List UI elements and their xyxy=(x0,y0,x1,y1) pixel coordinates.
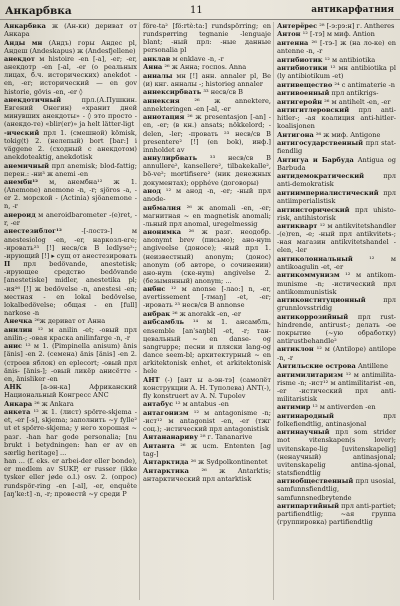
entry-headword: анбмалия xyxy=(143,203,181,212)
column-left xyxy=(4,22,137,602)
dictionary-entry xyxy=(277,139,396,155)
entry-definition: ¹² м antimilita-risme -n; -ист¹² м antimilitarist -en, -er -истический прл anti-militaristisk xyxy=(277,370,396,403)
entry-headword: антиисторический xyxy=(277,205,350,214)
column-divider xyxy=(139,22,140,600)
dictionary-entry xyxy=(143,458,271,466)
entry-headword: антикоммунизм xyxy=(277,271,340,280)
entry-definition: ¹² м antikvitetshandler -(e)ren, -e; -ный прл antikvitets-; -ная магазин antikvitetshandel -elen, -ler xyxy=(277,222,396,255)
dictionary-entry xyxy=(143,376,271,400)
entry-definition: ²⁶ ж annektere, annekteringen -en [-al, -er xyxy=(143,96,271,113)
entry-definition: ¹² м анод -n, -er; -ный прл anode- xyxy=(143,187,271,204)
dictionary-entry xyxy=(277,345,396,361)
entry-headword: анклав xyxy=(143,54,171,63)
dictionary-entry xyxy=(143,285,271,309)
entry-definition: ¹² м antiverden -en xyxy=(312,403,376,412)
entry-definition: прл rust-hindrende, antirust-; делать -ое покрытие (~ую обработку) antirustbehandle² xyxy=(277,312,396,345)
dictionary-entry xyxy=(277,106,396,130)
entry-headword: анкета xyxy=(4,408,31,417)
entry-definition: прл stat-fiendlig xyxy=(277,139,396,156)
entry-definition: ¹² м antagonisme -n; -ист¹² м antagonist -en, -er (тжг соц.); -истический прл antagonistisk xyxy=(143,408,271,433)
dictionary-entry xyxy=(277,412,396,428)
entry-headword: анбрак xyxy=(143,309,171,318)
entry-definition: ²⁶ [-тэ-] ж (на ло-ке) en antenne -n, -r xyxy=(277,38,396,56)
entry-definition: ¹² м antikoagulin -et, -er xyxy=(277,254,396,271)
entry-definition: ²⁶ м antihelt -en, -er xyxy=(324,97,391,106)
dictionary-entry xyxy=(277,362,396,370)
entry-definition: прл som strider mot vitenskapen(s lover); uvitenskape-lig [uvitenskapelig] (ненаучный) antinasjonal; uvitenskapelig antina-sjonal, statsfiendtlig xyxy=(277,428,396,477)
dictionary-entry xyxy=(4,260,137,317)
right-guide-word: антикарфатния xyxy=(311,5,394,15)
dictionary-entry xyxy=(143,63,271,71)
entry-headword: антигеройн xyxy=(277,97,323,106)
entry-definition: ²⁶ ж разг. неодобр. anonymt brev (письмо); ано-нym angiveelse (доносе); -ный прл 1. (неизвестный) anonym; (донос) anonym (об авторе, о сочинении) ано-нym (ске-нym) angivelse 2. (безымянный) anonym; ... xyxy=(143,228,271,285)
dictionary-entry xyxy=(4,383,137,399)
dictionary-entry xyxy=(277,296,396,312)
dictionary-entry xyxy=(4,129,137,161)
entry-headword: анемичный xyxy=(4,161,50,170)
entry-headword: антинаучный xyxy=(277,428,330,437)
entry-headword: антипартийный xyxy=(277,501,339,510)
dictionary-entry xyxy=(4,39,137,55)
dictionary-entry xyxy=(277,172,396,188)
entry-definition: ³³ несв/св B annullere², kansellere², tilbakekalle², bö-ve²; mortifisere² (ник денежных документах); opphéve (договоры) xyxy=(143,154,271,187)
entry-definition: ²⁶ ж Antarktis; антарктический прл antarktisk xyxy=(143,466,271,483)
entry-headword: аннулирбвать xyxy=(143,154,198,163)
dictionary-entry xyxy=(143,113,271,153)
dictionary-entry xyxy=(277,64,396,80)
entry-headword: антиконституционный xyxy=(277,296,366,305)
entry-headword: Антигона xyxy=(277,130,314,139)
entry-headword: антиклон xyxy=(277,345,314,354)
entry-headword: антивещество xyxy=(277,80,333,89)
dictionary-entry xyxy=(277,98,396,106)
dictionary-entry xyxy=(277,131,396,139)
dictionary-entry xyxy=(277,502,396,526)
entry-headword: Антон xyxy=(277,30,301,39)
entry-definition: Antigua og Barbuda xyxy=(277,155,396,172)
entry-definition: ³³ несв/св B xyxy=(203,88,243,97)
dictionary-entry xyxy=(277,22,396,30)
entry-definition: (-) [ант ы а-эн-тэ] (самолёт конструкции А. Н. Туполева) ANT(-), fly konstruert av A. N. Tupolev xyxy=(143,375,271,400)
entry-definition: прл anemisk; blod-fattig; перен.: -ни³ ж anemi -en xyxy=(4,161,137,178)
dictionary-entry xyxy=(277,56,396,64)
entry-headword: анбнс xyxy=(143,285,166,294)
entry-definition: ¹² м antibiotika xyxy=(324,55,376,64)
dictionary-entry xyxy=(4,22,137,38)
entry-definition: ¹² мн antibiotika pl (ly antibiotikum -et) xyxy=(277,64,396,81)
dictionary-entry xyxy=(143,88,271,96)
entry-definition: прл 1. (смешной) kömisk, tokig(t) 2. (нелепый) bort [bar:] i väggene 2. (сходный с анекдотом) anekdoteaktig, anekdotisk xyxy=(4,128,137,162)
entry-headword: анилин xyxy=(4,325,33,334)
dictionary-entry xyxy=(277,428,396,477)
dictionary-entry xyxy=(277,371,396,403)
entry-headword: антивоенный xyxy=(277,89,330,98)
dictionary-entry xyxy=(277,222,396,254)
entry-definition: ¹² м 1. (Pimpinella anisum) änis [änis] -en 2. (семена) änis [änis] -en 2. (строев яблок) en epleсort; -овый прл änis- [änis-]; -овый ликёр анисётте -en, änisliker -en xyxy=(4,342,137,383)
dictionary-entry xyxy=(143,97,271,113)
dictionary-entry xyxy=(143,204,271,228)
dictionary-entry xyxy=(143,228,271,285)
dictionary-entry xyxy=(4,162,137,178)
entry-headword: антикоррозийный xyxy=(277,312,349,321)
entry-definition: ¹² м anonse [-лао:] n, -er, avertissement [-тмаŋ] -et, -er; -ировать ²³ несв/св B annonse xyxy=(143,285,271,310)
entry-headword: -ический xyxy=(4,128,40,137)
entry-definition: прл antiimperialistisk xyxy=(277,188,396,206)
entry-definition: ¹² м antikom-munisme -n; -истический прл antikommunistisk xyxy=(277,271,396,296)
column-right xyxy=(277,22,396,602)
entry-definition: ²⁶ ж миф. Antigone xyxy=(315,130,381,139)
entry-definition: прл anti-hitler-; -ая коалиция anti-hitler-koalisjonen xyxy=(277,106,396,131)
column-divider xyxy=(273,22,274,600)
entry-definition: -[-лостэ-] м anestesiolog -en, -er, наркозл-еге; -ировать²³ [!] несв/св B ledlyse²·; -ирующий [!] ▸ сущ от анестезировать xyxy=(4,227,137,260)
dictionary-entry xyxy=(277,30,396,38)
entry-headword: антабус xyxy=(143,400,174,409)
dictionary-entry xyxy=(277,271,396,295)
entry-definition: прл usosial, samfunnsfiendtlig, samfunnsnedbrytende xyxy=(277,477,396,502)
dictionary-entry xyxy=(4,178,137,210)
dictionary-entry xyxy=(143,400,271,408)
entry-definition: м histoire -en [-a], -er; -er, анекдотр -en [-al, -er (о реальных лицах, б.ч. исторических) anekdot -en, -er; исторический — en gov historie, gövis -en, -er ◊ xyxy=(4,55,137,96)
dictionary-entry xyxy=(277,39,396,55)
entry-headword: Антильские острова xyxy=(277,362,356,371)
dictionary-entry xyxy=(277,156,396,172)
entry-headword: анонимка xyxy=(143,228,181,237)
entry-definition: мн [!] анн. annaler pl, Be (и) кнг. анналы -; historieg annaler xyxy=(143,71,271,88)
entry-headword: аннексия xyxy=(143,96,180,105)
entry-definition: ²⁶ ж anomali -en, -er; магнитная ~ en magnetisk anomali; -льный прл anomal, uregelmessig xyxy=(143,203,271,228)
dictionary-entry xyxy=(277,206,396,222)
dictionary-entry xyxy=(4,55,137,95)
entry-headword: антимир xyxy=(277,403,311,412)
dictionary-entry xyxy=(277,81,396,89)
entry-definition: ¹⁴ м 1. ансамбль, ensemble [anˈsaŋbl] -et, -r; тан-цевальный ~ en danse- og sangruppe; песни и пляски lang-og dance seem-bl; архитектурный ~ en arkitektonisk enhet, et arkitektonisk hele xyxy=(143,318,271,376)
dictionary-entry xyxy=(4,211,137,227)
dictionary-entry xyxy=(143,55,271,63)
entry-headword: АНТ xyxy=(143,375,160,384)
entry-headword: Антананариву xyxy=(143,433,199,442)
entry-headword: антикварт xyxy=(277,222,318,231)
entry-definition: ²⁶ ж Sydpolkontinentet xyxy=(190,458,268,467)
entry-headword: Анкара xyxy=(4,399,33,408)
dictionary-entry xyxy=(4,408,137,457)
entry-headword: АНК xyxy=(4,383,22,392)
entry-definition: ¹² ж 1. (лист) spörre-skjema -et, -er [-s], skjema; заполнить ~у fylle² ut et spörre-skjema; у него хорошая ~ разг. -han har gode personalia; [nu brukt i betydningen: han er av en særlig heritage] ... xyxy=(4,408,137,457)
dictionary-entry xyxy=(277,89,396,97)
dictionary-entry xyxy=(143,310,271,318)
entry-headword: Антигуа и Барбуда xyxy=(277,155,354,164)
entry-definition: ¹² м (Antilope) antilope -n, -r xyxy=(277,345,396,362)
entry-definition: ¹² м antabus -en xyxy=(175,400,229,409)
dictionary-entry xyxy=(143,433,271,441)
dictionary-entry xyxy=(277,403,396,411)
entry-definition: ¹² м anilin -et; -овый прл anilin-; -овая краска anilinfarge -n, -r xyxy=(4,325,137,342)
entry-headword: Антарктида xyxy=(143,458,189,467)
entry-definition: прл folkefiendtlig, antinasjonal xyxy=(277,411,396,428)
entry-definition: ж (Ан-ки) дериват от Анкара xyxy=(4,22,137,39)
entry-definition: прл uhisto-risk, antihistorisk xyxy=(277,205,396,222)
entry-definition: прл bedövande, anestetisk; -ирующее средство bedövande [anestetiske] midler, anestetika pl; -ия²⁶ [!] ж bedövelse -n, anestesi -en; местная - en lokal bedövelse, lokalbedövelse; общая - en [full] narkose -n xyxy=(4,260,137,317)
entry-headword: анембн¹² xyxy=(4,178,39,187)
entry-definition: ²⁴ с antimaterie -n xyxy=(334,80,395,89)
dictionary-entry xyxy=(4,326,137,342)
page-number: 11 xyxy=(190,5,203,16)
entry-headword: П xyxy=(4,260,11,269)
dictionary-entry xyxy=(143,467,271,483)
running-header xyxy=(0,5,400,20)
entry-definition: Antillene xyxy=(357,362,388,371)
entry-definition: ²⁸ г. Tananarive xyxy=(200,433,253,442)
entry-definition: ²⁶ж дериват от Анна xyxy=(34,317,106,326)
dictionary-entry xyxy=(143,442,271,458)
dictionary-entry xyxy=(4,317,137,325)
dictionary-entry xyxy=(4,457,137,497)
entry-headword: Анды мн xyxy=(4,38,43,47)
entry-headword: антибиотики xyxy=(277,64,328,73)
dictionary-entry xyxy=(143,22,271,54)
entry-definition: м, анембна¹² ж 1. (Anemone) anemone -n, -r; sjöros -a, -er 2. морской - (Actinia) sjöanemone -n, -r xyxy=(4,178,137,211)
entry-definition: ²⁸ [-э:рэ:н] г. Antheres xyxy=(319,22,395,30)
entry-headword: антидемократический xyxy=(277,172,364,181)
entry-definition: ²⁶ ж anorakk -en, -er xyxy=(172,309,241,318)
entry-headword: антимилитаризм xyxy=(277,370,344,379)
entry-definition: прл anti-demokratisk xyxy=(277,172,396,189)
dictionary-entry xyxy=(4,342,137,382)
entry-definition: м aneroidbarometer -(e)ret, -r, -er xyxy=(4,210,137,227)
entry-definition: före-ta² [fö:rtè:ta:] rundspörring; en rundspørring tegnanie -lenguaje blant; -ный прл: -ные данные personalia pl xyxy=(143,22,271,55)
entry-headword: анекдот xyxy=(4,55,35,64)
entry-definition: ²⁶ ж presentasjon [-an] -en, -er; (в кн.) ansats; nökkelord; -delen, -ler; -провать ²³ несв/св B presentere² [!] (en bok), инф.] innholdet av xyxy=(143,113,271,154)
entry-definition: м enklave -n, -r xyxy=(172,54,224,63)
dictionary-entry xyxy=(4,96,137,128)
entry-headword: антинародный xyxy=(277,411,334,420)
dictionary-entry xyxy=(4,227,137,259)
entry-headword: Антерёрес xyxy=(277,22,318,30)
entry-definition: (Андъ) горы Андес pl, Андеш (Andeskapus) ж (Andesfjellene) xyxy=(4,38,137,55)
entry-headword: антенна xyxy=(277,38,309,47)
dictionary-entry xyxy=(4,400,137,408)
dictionary-entry xyxy=(143,72,271,88)
entry-headword: анод xyxy=(143,187,161,195)
entry-headword: Антанта xyxy=(143,441,175,450)
dictionary-entry xyxy=(277,189,396,205)
entry-headword: антиколониальный xyxy=(277,254,353,263)
entry-headword: Антарктика xyxy=(143,466,189,475)
dictionary-entry xyxy=(143,187,271,203)
entry-headword: Анкарбвка xyxy=(4,22,46,30)
entry-headword: антибиотик xyxy=(277,55,323,64)
dictionary-entry xyxy=(277,477,396,501)
entry-headword: антагонизм xyxy=(143,408,189,417)
dictionary-entry xyxy=(143,154,271,186)
entry-definition: ²⁶ ж Анна; госпоs. Anna xyxy=(164,63,247,72)
entry-definition: [а-эн-ка] Африканский Национальный Конгресс ANC xyxy=(4,383,137,400)
entry-headword: антигитлеровский xyxy=(277,106,350,115)
entry-headword: аннексирбвать xyxy=(143,88,202,97)
entry-definition: han ... (f. eks. er arbei-der eller bonde), er medlem av SUKP, er russer (ikke tysker eller jøde o.l.) osv. 2. (опрос) rundspör-ring -en [-al], -er, enquête [aŋ'ke:t] -n, -r; провестй ~у среди Р xyxy=(4,457,137,498)
dictionary-entry xyxy=(277,313,396,345)
entry-headword: антигосударственный xyxy=(277,139,364,148)
dictionary-entry xyxy=(143,409,271,433)
entry-definition: ²⁶ ж ucm. Ententen [ag tag-] xyxy=(143,441,271,458)
entry-definition: прл.(А.Пушкин. Евгений Онегин) «хранит дней минувших анекдоты» - ◊ это просто - (анекдо-те) «blir(er)» ja helt lätter-ligt xyxy=(4,96,137,129)
entry-definition: прл anti-partiet; partifiendtlig; ~ая группа (группировка) partifiendtlig xyxy=(277,501,396,527)
dictionary-entry xyxy=(143,318,271,375)
entry-headword: Анечка xyxy=(4,317,33,326)
column-middle xyxy=(143,22,271,602)
left-guide-word: Анкарбвка xyxy=(5,5,72,17)
entry-definition: прл grunnlovsstridig xyxy=(277,296,396,313)
dictionary-entry xyxy=(277,255,396,271)
entry-headword: антиобщественный xyxy=(277,477,354,486)
entry-headword: анероид xyxy=(4,210,36,219)
entry-headword: анекдотичный xyxy=(4,96,61,105)
entry-headword: антиимпериалистический xyxy=(277,188,379,197)
entry-headword: анбсамбль xyxy=(143,318,185,327)
entry-headword: аннотация xyxy=(143,113,185,122)
entry-definition: ¹² [-тэ] м миф. Antion xyxy=(302,30,375,39)
entry-headword: анис xyxy=(4,342,23,351)
entry-headword: анналы xyxy=(143,71,173,80)
entry-definition: ²⁶ ж Ankara xyxy=(34,399,74,408)
entry-headword: Анна xyxy=(143,63,163,72)
entry-headword: анестезиблог¹² xyxy=(4,227,62,236)
entry-definition: прл antikrigs- xyxy=(331,89,379,98)
